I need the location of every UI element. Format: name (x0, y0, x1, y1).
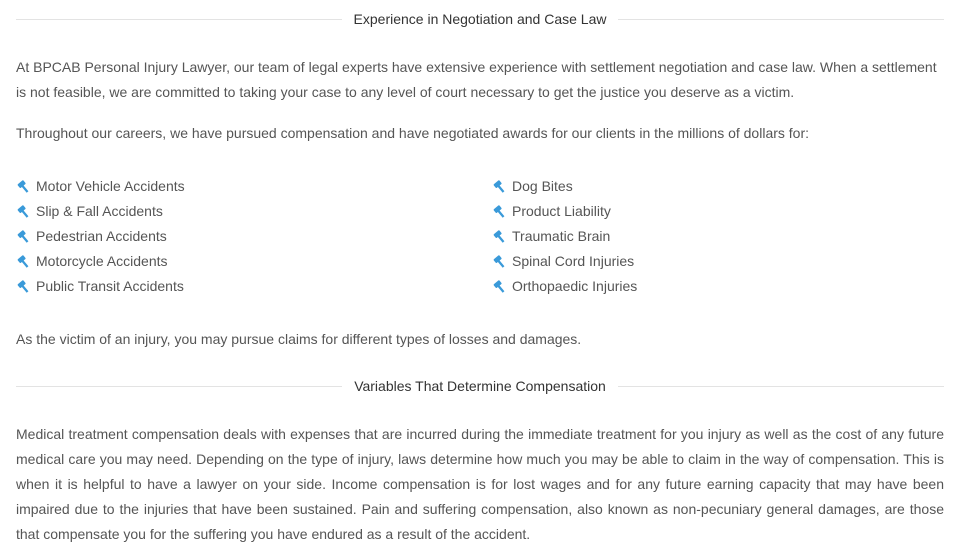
section-title: Variables That Determine Compensation (342, 378, 618, 394)
list-item-label: Pedestrian Accidents (36, 228, 167, 244)
list-item (492, 249, 637, 274)
gavel-icon (492, 254, 507, 269)
list-item (492, 174, 637, 199)
list-item-label: Slip & Fall Accidents (36, 203, 163, 219)
list-item-label: Traumatic Brain (512, 228, 611, 244)
intro-paragraph: At BPCAB Personal Injury Lawyer, our team of legal experts have extensive experience with settlement negotiation and case law. When a settlement is not feasible, we are committed to taking your case to any level of court necessary to get the justice you deserve as a victim. (16, 59, 937, 100)
list-item (16, 274, 185, 299)
section-heading-variables (16, 376, 944, 396)
list-item-label: Motor Vehicle Accidents (36, 178, 185, 194)
list-item-label: Public Transit Accidents (36, 278, 184, 294)
list-item-label: Product Liability (512, 203, 611, 219)
case-types-list-right (492, 174, 637, 299)
gavel-icon (492, 279, 507, 294)
list-item (16, 224, 185, 249)
list-item-label: Dog Bites (512, 178, 573, 194)
careers-paragraph: Throughout our careers, we have pursued compensation and have negotiated awards for our clients in the millions of dollars for: (16, 125, 810, 141)
list-item (16, 174, 185, 199)
list-item (16, 249, 185, 274)
case-types-list-left (16, 174, 185, 299)
gavel-icon (16, 254, 31, 269)
list-item (492, 224, 637, 249)
gavel-icon (16, 229, 31, 244)
list-item (492, 274, 637, 299)
gavel-icon (492, 229, 507, 244)
gavel-icon (16, 179, 31, 194)
section-heading-experience (16, 9, 944, 29)
list-item (16, 199, 185, 224)
list-item-label: Motorcycle Accidents (36, 253, 168, 269)
compensation-paragraph: Medical treatment compensation deals with expenses that are incurred during the immediate treatment for you injury as well as the cost of any future medical care you may need. Depending on the type of injury, laws determine how much you may be able to claim in the way of compensation. This is when it is helpful to have a lawyer on your side. Income compensation is for lost wages and for any future earning capacity that may have been impaired due to the injuries that have been sustained. Pain and suffering compensation, also known as non-pecuniary general damages, are those that compensate you for the suffering you have endured as a result of the accident. (16, 426, 944, 542)
gavel-icon (16, 279, 31, 294)
gavel-icon (492, 204, 507, 219)
list-item-label: Spinal Cord Injuries (512, 253, 635, 269)
gavel-icon (16, 204, 31, 219)
section-title: Experience in Negotiation and Case Law (342, 11, 619, 27)
list-item (492, 199, 637, 224)
claims-paragraph: As the victim of an injury, you may pursue claims for different types of losses and damages. (16, 331, 582, 347)
gavel-icon (492, 179, 507, 194)
list-item-label: Orthopaedic Injuries (512, 278, 638, 294)
